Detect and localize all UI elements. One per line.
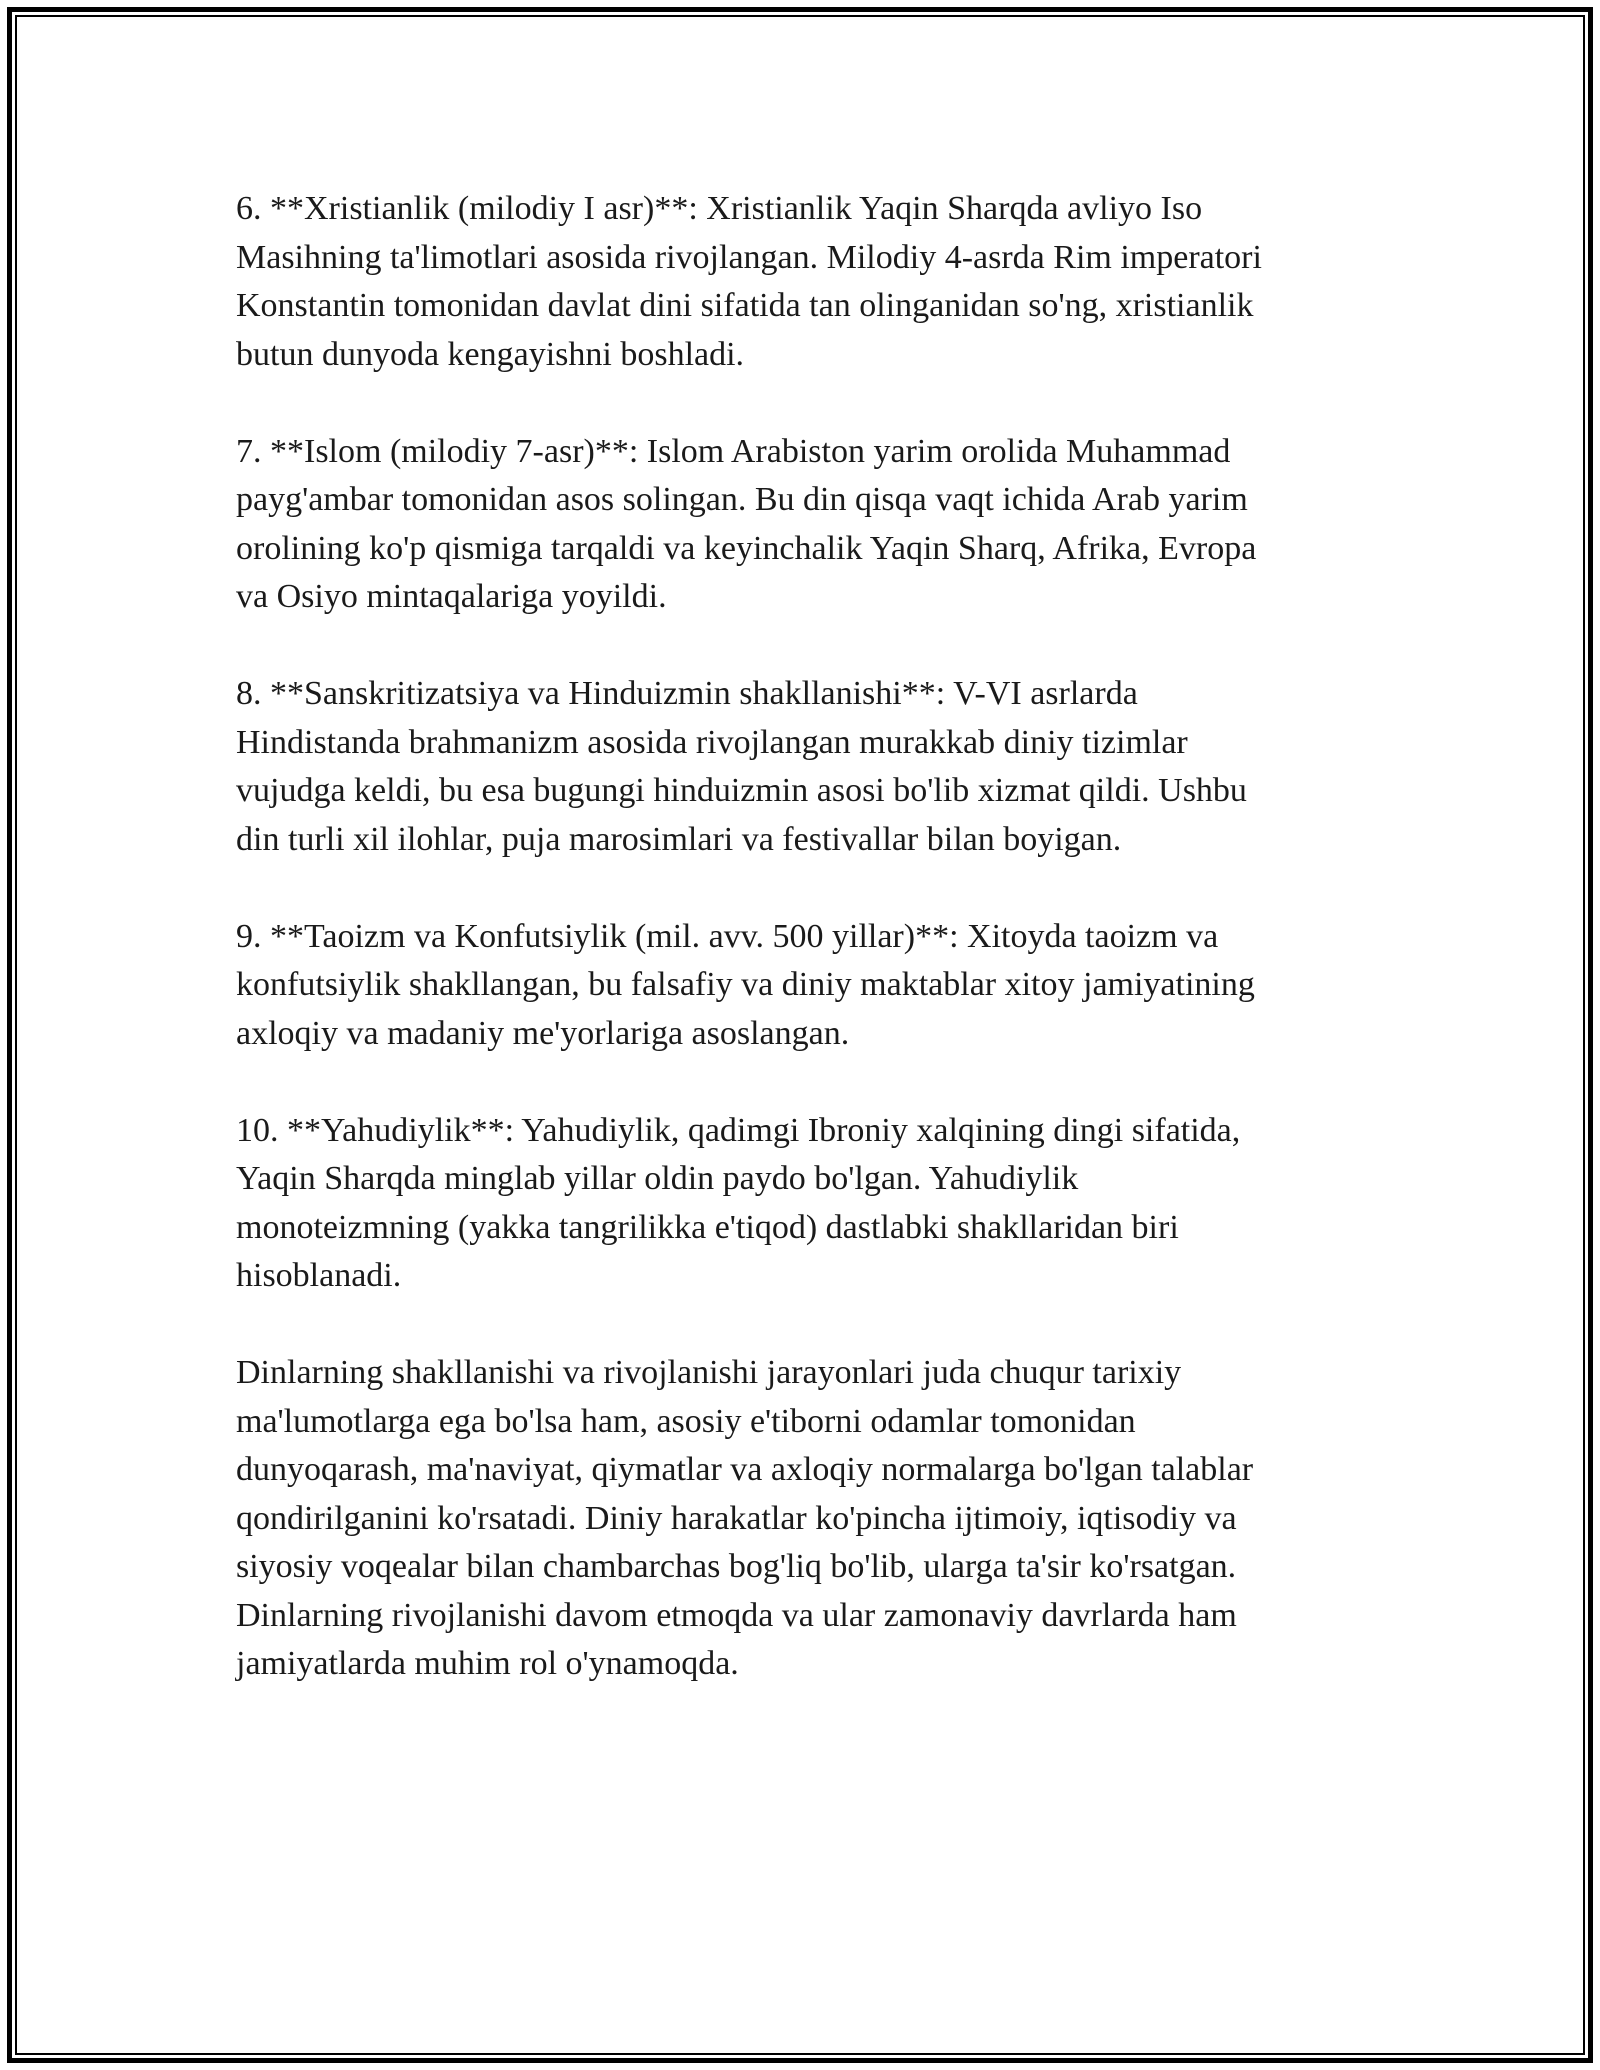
paragraph-christianity: 6. **Xristianlik (milodiy I asr)**: Xristianlik Yaqin Sharqda avliyo Iso Masihning ta'limotlari asosida rivojlangan. Milodiy 4-asrda Rim imperatori Konstantin tomonidan davlat dini sifatida tan olinganidan so'ng, xristianlik butun dunyoda kengayishni boshladi.	[236, 190, 1262, 373]
paragraph-conclusion: Dinlarning shakllanishi va rivojlanishi jarayonlari juda chuqur tarixiy ma'lumotlarga ega bo'lsa ham, asosiy e'tiborni odamlar tomonidan dunyoqarash, ma'naviyat, qiymatlar va axloqiy normalarga bo'lgan talablar qondirilganini ko'rsatadi. Diniy harakatlar ko'pincha ijtimoiy, iqtisodiy va siyosiy voqealar bilan chambarchas bog'liq bo'lib, ularga ta'sir ko'rsatgan. Dinlarning rivojlanishi davom etmoqda va ular zamonaviy davrlarda ham jamiyatlarda muhim rol o'ynamoqda.	[236, 1354, 1254, 1682]
document-body	[236, 185, 1366, 1689]
paragraph-hinduism: 8. **Sanskritizatsiya va Hinduizmin shakllanishi**: V-VI asrlarda Hindistanda brahmanizm asosida rivojlangan murakkab diniy tizimlar vujudga keldi, bu esa bugungi hinduizmin asosi bo'lib xizmat qildi. Ushbu din turli xil ilohlar, puja marosimlari va festivallar bilan boyigan.	[236, 675, 1247, 858]
paragraph-judaism: 10. **Yahudiylik**: Yahudiylik, qadimgi Ibroniy xalqining dingi sifatida, Yaqin Sharqda minglab yillar oldin paydo bo'lgan. Yahudiylik monoteizmning (yakka tangrilikka e'tiqod) dastlabki shakllaridan biri hisoblanadi.	[236, 1111, 1241, 1294]
paragraph-islam: 7. **Islom (milodiy 7-asr)**: Islom Arabiston yarim orolida Muhammad payg'ambar tomonidan asos solingan. Bu din qisqa vaqt ichida Arab yarim orolining ko'p qismiga tarqaldi va keyinchalik Yaqin Sharq, Afrika, Evropa va Osiyo mintaqalariga yoyildi.	[236, 432, 1257, 615]
paragraph-taoism-confucianism: 9. **Taoizm va Konfutsiylik (mil. avv. 500 yillar)**: Xitoyda taoizm va konfutsiylik shakllangan, bu falsafiy va diniy maktablar xitoy jamiyatining axloqiy va madaniy me'yorlariga asoslangan.	[236, 917, 1255, 1052]
